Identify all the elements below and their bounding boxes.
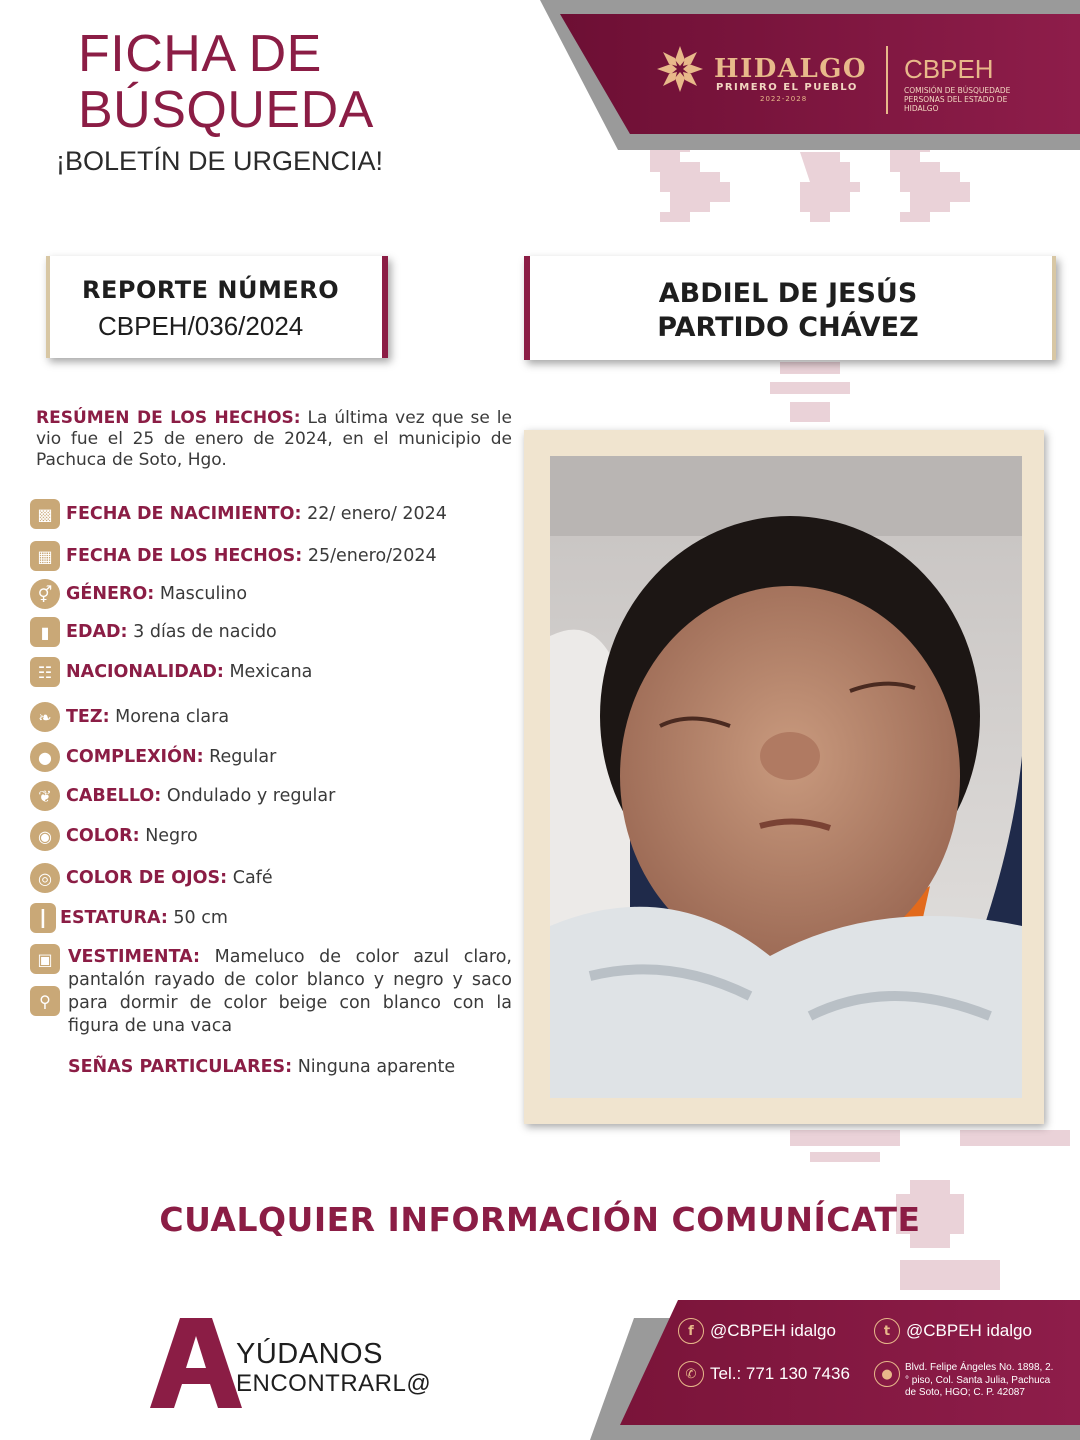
body-icon: ● [30, 742, 60, 772]
report-number-label: REPORTE NÚMERO [82, 276, 340, 304]
hidalgo-wordmark: HIDALGO [714, 54, 868, 84]
id-card-icon: ☷ [30, 657, 60, 687]
title-line-2: BÚSQUEDA [78, 81, 374, 139]
facebook-handle[interactable]: @CBPEH idalgo [710, 1321, 836, 1340]
field-label: COLOR DE OJOS: [66, 868, 228, 888]
field-value: Negro [145, 826, 198, 846]
field-row-gender [30, 578, 247, 610]
cake-icon: ▩ [30, 499, 60, 529]
age-icon: ▮ [30, 617, 60, 647]
facts-summary [36, 408, 512, 471]
cbpeh-full-name: COMISIÓN DE BÚSQUEDADE PERSONAS DEL ESTADO DE HIDALGO [904, 86, 1011, 113]
hair-color-icon: ◉ [30, 821, 60, 851]
hidalgo-star-logo-icon [655, 44, 705, 94]
facts-summary-label: RESÚMEN DE LOS HECHOS: [36, 408, 301, 428]
field-label: TEZ: [66, 707, 110, 727]
field-label: CABELLO: [66, 786, 162, 806]
ayudanos-text: YÚDANOS [236, 1338, 383, 1370]
field-value: Café [232, 868, 273, 888]
title-line-1: FICHA DE [78, 25, 322, 83]
clothing-description [68, 946, 512, 1038]
hidalgo-years: 2022-2028 [760, 95, 808, 103]
location-pin-icon: ● [874, 1361, 900, 1387]
page-title [78, 26, 374, 138]
field-row-hair-color [30, 820, 198, 852]
phone-icon[interactable]: ✆ [678, 1361, 704, 1387]
field-label: COMPLEXIÓN: [66, 747, 204, 767]
field-value: Regular [209, 747, 277, 767]
baby-photo-illustration [550, 456, 1022, 1098]
field-label: GÉNERO: [66, 584, 155, 604]
urgency-subtitle: ¡BOLETÍN DE URGENCIA! [56, 146, 384, 176]
hidalgo-tagline: PRIMERO EL PUEBLO [716, 82, 858, 93]
call-to-action: CUALQUIER INFORMACIÓN COMUNÍCATE [159, 1200, 921, 1239]
distinguishing-marks [68, 1057, 455, 1077]
phone-number[interactable]: Tel.: 771 130 7436 [710, 1364, 850, 1383]
skin-icon: ❧ [30, 702, 60, 732]
field-row-skin [30, 701, 229, 733]
height-icon: ┃ [30, 903, 56, 933]
field-row-nationality [30, 656, 312, 688]
hair-icon: ❦ [30, 781, 60, 811]
field-value: Mexicana [229, 662, 313, 682]
twitter-handle[interactable]: @CBPEH idalgo [906, 1321, 1032, 1340]
field-value: 25/enero/2024 [307, 546, 437, 566]
clothing-label: VESTIMENTA: [68, 947, 201, 967]
field-row-eye-color [30, 862, 273, 894]
missing-person-photo [550, 456, 1022, 1098]
field-row-build [30, 741, 276, 773]
logo-divider [886, 46, 888, 114]
field-value: Ondulado y regular [166, 786, 336, 806]
field-row-hair [30, 780, 335, 812]
field-value: 3 días de nacido [133, 622, 277, 642]
field-row-height [30, 902, 228, 934]
marks-label: SEÑAS PARTICULARES: [68, 1057, 293, 1077]
field-row-birth-date [30, 498, 447, 530]
encontrarlo-text: ENCONTRARL@ [236, 1370, 432, 1397]
report-number-card [46, 256, 388, 358]
field-label: COLOR: [66, 826, 140, 846]
ayudanos-a-logo-icon [150, 1316, 242, 1408]
eye-icon: ◎ [30, 863, 60, 893]
person-name-line-1: ABDIEL DE JESÚS [658, 278, 918, 309]
field-label: FECHA DE NACIMIENTO: [66, 504, 302, 524]
field-row-event-date [30, 540, 437, 572]
field-value: 22/ enero/ 2024 [307, 504, 447, 524]
facebook-icon[interactable]: f [678, 1318, 704, 1344]
marks-value: Ninguna aparente [297, 1057, 456, 1077]
field-label: NACIONALIDAD: [66, 662, 224, 682]
field-label: ESTATURA: [60, 908, 168, 928]
twitter-icon[interactable]: t [874, 1318, 900, 1344]
field-label: EDAD: [66, 622, 128, 642]
field-value: Morena clara [115, 707, 230, 727]
calendar-icon: ▦ [30, 541, 60, 571]
magnifier-icon: ⚲ [30, 986, 60, 1016]
field-row-age [30, 616, 277, 648]
clothing-text: Mameluco de color azul claro, pantalón rayado de color blanco y negro y saco para dormir de color beige con blanco con la figura de una vaca [68, 947, 512, 1036]
field-label: FECHA DE LOS HECHOS: [66, 546, 303, 566]
field-value: Masculino [159, 584, 248, 604]
textile-figure-motif [770, 362, 870, 432]
gender-icon: ⚥ [30, 579, 60, 609]
shirt-icon: ▣ [30, 944, 60, 974]
facts-summary-text: La última vez que se le vio fue el 25 de enero de 2024, en el municipio de Pachuca de Soto, Hgo. [36, 408, 512, 470]
address: Blvd. Felipe Ángeles No. 1898, 2.° piso, Col. Santa Julia, Pachuca de Soto, HGO; C. P. 42087 [905, 1362, 1054, 1398]
field-value: 50 cm [173, 908, 228, 928]
person-name-line-2: PARTIDO CHÁVEZ [657, 312, 919, 343]
report-number-value: CBPEH/036/2024 [98, 311, 304, 341]
cbpeh-wordmark: CBPEH [904, 54, 994, 84]
